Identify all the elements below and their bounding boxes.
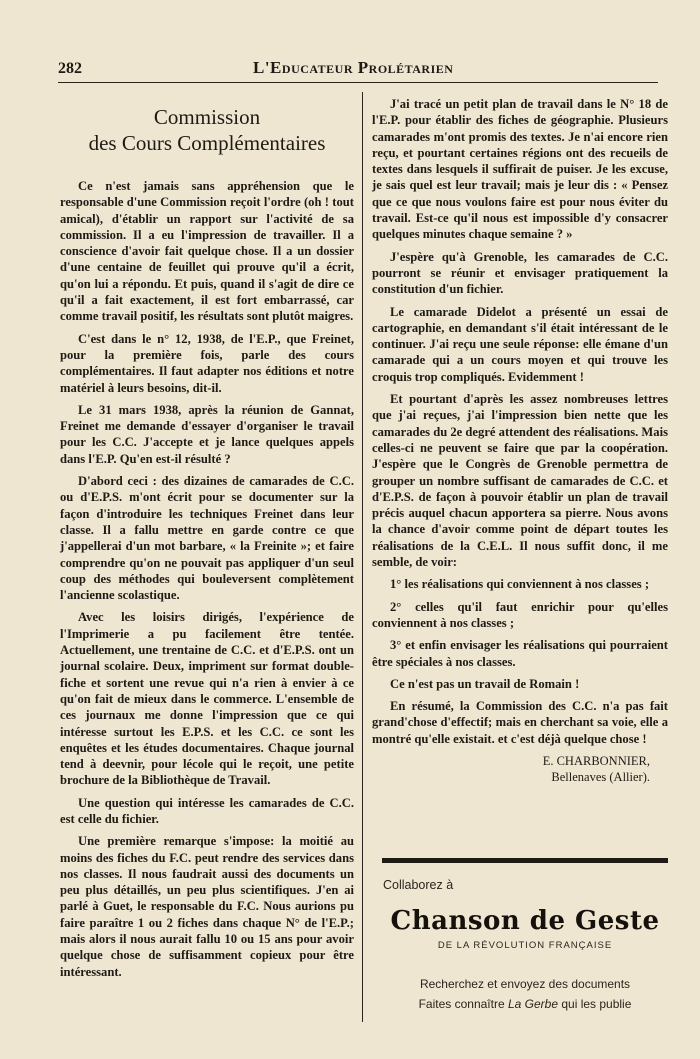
advert-publication-name: La Gerbe <box>507 997 559 1011</box>
list-item: 3° et enfin envisager les réalisations qui pourraient être spéciales à nos classes. <box>372 638 668 669</box>
advert-lead: Collaborez à <box>383 878 454 892</box>
advert-box <box>380 878 670 1011</box>
list-item: 2° celles qu'il faut enrichir pour qu'elles conviennent à nos classes ; <box>372 599 668 630</box>
paragraph: Et pourtant d'après les assez nombreuses lettres que j'ai reçues, j'ai l'impression bien nette que les camarades du 2e degré attendent des réalisations. Mais celles-ci ne peuvent se faire que par la coopération. J'espère que le Congrès de Grenoble permettra de grouper un nombre suffisant de camarades de C.C. et d'E.P.S. de façon à pouvoir établir un plan de travail précis auquel chacun apportera sa pierre. Nous avons la chance d'avoir comme point de départ toutes les réalisations de la C.E.L. Il nous suffit donc, il me semble, de voir: <box>372 392 668 570</box>
paragraph: J'espère qu'à Grenoble, les camarades de C.C. pourront se réunir et envisager pratiquement la constitution d'un fichier. <box>372 249 668 297</box>
article-title-line-1: Commission <box>153 105 261 129</box>
journal-title: L'Educateur Prolétarien <box>253 58 454 77</box>
advert-line-2 <box>380 997 670 1011</box>
signature <box>372 753 650 785</box>
signature-place: Bellenaves (Allier). <box>551 769 650 784</box>
paragraph: J'ai tracé un petit plan de travail dans le N° 18 de l'E.P. pour établir des fiches de géographie. Plusieurs camarades m'ont promis des textes. Je n'ai encore rien reçu, et pourtant certaines régions ont des recueils de textes dans lesquels il suffirait de puiser. Je les excuse, je sais quel est leur travail; mais je leur dis : « Pensez que ce que nous voulons faire est pour nous éviter du travail. Est-ce qu'il nous est impossible d'y consacrer quelques minutes chaque semaine ? » <box>372 97 668 242</box>
paragraph: Le 31 mars 1938, après la réunion de Gannat, Freinet me demande d'essayer d'organiser le travail pour les C.C. J'accepte et je lance quelques appels dans l'E.P. Qu'en est-il résulté ? <box>60 402 354 466</box>
paragraph: Le camarade Didelot a présenté un essai de cartographie, en demandant s'il était intéressant de le continuer. J'ai reçu une seule réponse: elle émane d'un camarade qui a un cours moyen et qui trouve les croquis trop compliqués. Evidemment ! <box>372 304 668 384</box>
advert-line-1: Recherchez et envoyez des documents <box>419 977 631 991</box>
paragraph: Une première remarque s'impose: la moitié au moins des fiches du F.C. peut rendre des services dans nos classes. Il nous faudrait aussi des documents un peu plus détaillés, un peu plus scientifiques. J'en ai parlé à Guet, le responsable du F.C. Nous aurions pu faire paraître 1 ou 2 fiches dans chaque N° de l'E.P.; mais alors il nous aurait fallu 10 ou 15 ans pour avoir quelque chose de suffisamment copieux pour être intéressant. <box>60 834 354 979</box>
right-column <box>372 96 668 785</box>
paragraph: D'abord ceci : des dizaines de camarades de C.C. ou d'E.P.S. m'ont écrit pour se documenter sur la façon d'introduire les techniques Freinet dans leur classe. Il a fallu mettre en garde contre ce que j'appellerai d'un mot barbare, « la Freinite »; et faire comprendre qu'on ne pouvait pas appliquer d'un seul coup des méthodes qui bouleversent complètement l'ancienne scolastique. <box>60 474 354 603</box>
article-title-line-2: des Cours Complémentaires <box>88 131 326 155</box>
article-title <box>60 104 354 156</box>
advert-rule <box>382 858 668 863</box>
paragraph: Ce n'est jamais sans appréhension que le responsable d'une Commission reçoit l'ordre (oh ! tout amical), d'établir un rapport sur l'activité de sa commission. Il a eu l'impression de travailler. Il a conscience d'avoir fait quelque chose. Il a un dossier d'une centaine de feuillet qui prouve qu'il a écrit, qu'on lui a répondu. Et puis, quand il s'agit de dire ce qu'il a fait exactement, il est fort embarrassé, car comme travail positif, les résultats sont plutôt maigres. <box>60 179 354 324</box>
paragraph: En résumé, la Commission des C.C. n'a pas fait grand'chose d'effectif; mais en cherchant sa voie, elle a montré qu'elle existait. et c'est déjà quelque chose ! <box>372 699 668 746</box>
advert-line-2-end: qui les publie <box>558 997 632 1011</box>
advert-title: Chanson de Geste <box>390 906 660 936</box>
paragraph: Avec les loisirs dirigés, l'expérience de l'Imprimerie a pu facilement être tentée. Actuellement, une trentaine de C.C. et d'E.P.S. ont un journal scolaire. Deux, impriment sur format double-fiche et sortent une revue qui n'a rien à envier à ce qu'on fait de mieux dans le commerce. L'ensemble de ces journaux me donne l'impression que ce qui intéresse surtout les E.P.S. et les C.C. ce sont les enquêtes et les études documentaires. Chaque journal tend à deevnir, pour lécole qui le reçoit, une petite brochure de la Bibliothèque de Travail. <box>60 610 354 788</box>
page-header <box>58 58 658 83</box>
paragraph: Ce n'est pas un travail de Romain ! <box>390 676 580 691</box>
advert-subtitle: DE LA RÉVOLUTION FRANÇAISE <box>437 940 613 951</box>
column-divider <box>362 92 363 1022</box>
page-number: 282 <box>58 60 82 77</box>
left-column <box>60 96 354 986</box>
paragraph: C'est dans le n° 12, 1938, de l'E.P., que Freinet, pour la première fois, parle des cours complémentaires. Il faut adapter nos éditions et notre matériel à leurs besoins, dit-il. <box>60 331 354 395</box>
advert-line-2-start: Faites connaître <box>418 997 508 1011</box>
signature-name: E. CHARBONNIER, <box>542 753 650 768</box>
paragraph: Une question qui intéresse les camarades de C.C. est celle du fichier. <box>60 795 354 826</box>
list-item: 1° les réalisations qui conviennent à nos classes ; <box>390 577 650 592</box>
